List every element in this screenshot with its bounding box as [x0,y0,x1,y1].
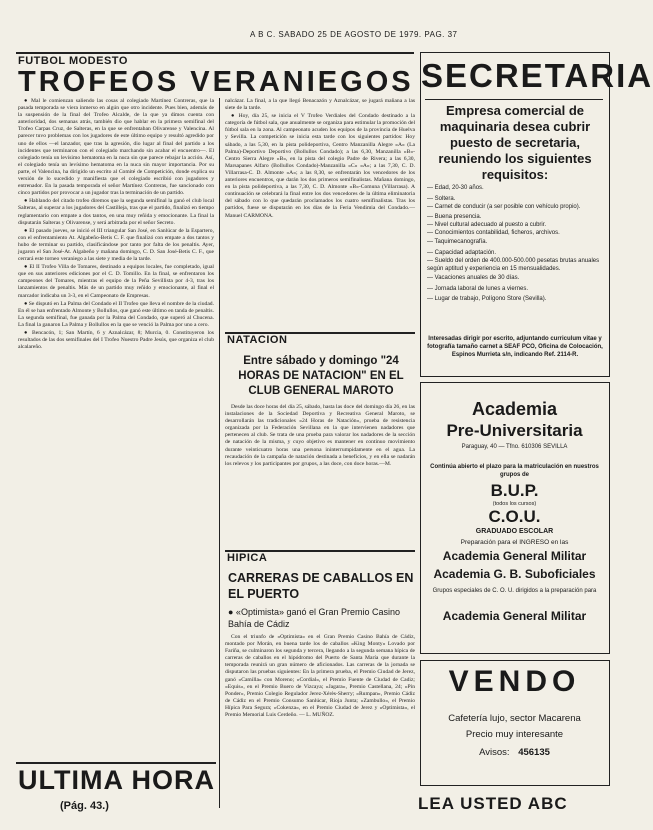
requirement-item: — Sueldo del orden de 400.000-500.000 pesetas brutas anuales según aptitud y experiencia en 15 mensualidades. [427,258,600,272]
section-futbol: FUTBOL MODESTO [18,55,128,67]
academia-bup: B.U.P. [490,481,539,500]
vendo-line-1: Cafetería lujo, sector Macarena [448,713,581,724]
secretaria-requirements [427,183,603,305]
section-natacion: NATACION [227,334,288,346]
paragraph: ● Mal le comienzan saliendo las cosas al colegiado Martínez Contreras, que la pasada temporada se viera inmerso en algún que otro incidente. Pues bien, además de la suspensión de la final del Trofeo Alcalde, de la que ya dimos cuenta con anterioridad, dos semanas atrás, también dio que hablar en la primera semifinal del Trofeo Carpas Cruz, de Salteras, en la que se enfrentaban Olivarense y Valencina. Al parecer tuvo problemas con los jugadores de este último equipo y resultó agredido por uno de ellos —el lanzador, que tras la agresión, dio lugar al final del partido a los incidentes que terminaron con el colegiado marchando sin acabar el encuentro—. El colegiado tenía un levísimo hematoma en la nuca sin que parece rebajar la acción. Así, el colegiado tenía un levísimo hematoma en la nuca sin mayor importancia. Por su parte, el Valencina, ha dirigido un escrito al Comité de Competición, donde explica su versión de lo sucedido y manifiesta que el colegiado escribió con jugadores y entrenador. En la pasada temporada el señor Martínez Contreras, fue sancionado con cinco partidos por provocar a un jugador tras la terminación de un partido. [18,98,214,197]
paragraph: ● Hoy, día 25, se inicia el V Trofeo Verdiales del Condado destinado a la categoría de fútbol sala, que anualmente se organiza para estimular la promoción del fútbol sala en la zona. Al campeonato acuden los equipos de la provincia de Huelva y Sevilla. La competición se inicia esta tarde con los siguientes partidos: Hoy sábado, a las 5,30, en la pista polideportiva, Centro Manzanilla Alegre «A» (La Palma)-Deportivo Deportivo (Bollullos Condado); a las 6,30, Manzanilla «B»-Centro Sierra Alegre «B», en la pista del colegio Padre de Rivera; a las 6,30, Marsapanes Alfaro (Bollullos Condado)-Manzanilla «C» «A»; a las 7,30, C. D. Villarrasa-C. D. Almonte «A»; a las 8,30, se enfrentarán los vencedores de los anteriores encuentros, que darán los dos primeros semifinalistas. Mañana domingo, en la pista polideportiva, a las 7,30, C. D. Almonte «B»-Comuna (Villarrasa). A continuación se celebrará la final entre los dos vencedores de la última eliminatoria del sábado con lo que quedarán proclamados los cuatro semifinalistas. Tras los partidos, fuese se disputarán en los días de la Feria Vendimia del Condado.—Manuel CARMONA. [225,113,415,219]
academia-bup-sub: (todos los cursos) [492,501,537,507]
paragraph: ● Hablando del citado trofeo diremos que la segunda semifinal la ganó el club local Salteras, al superar a los jugadores del Castilleja, tras que el partido, finalizó en tiempo reglamentario con empate a dos tantos, en una muy reñida y emocionante. La final la disputarán Salteras y Olivarense, y será arbitrada por el señor Secreto. [18,198,214,226]
natacion-body [225,404,415,534]
academia-graduado: GRADUADO ESCOLAR [475,528,554,535]
secretaria-title: SECRETARIA [421,57,653,94]
ad-secretaria [420,52,653,377]
requirement-item: — Soltera. [427,195,456,202]
secretaria-rule [425,99,603,100]
secretaria-lead: Empresa comercial de maquinaria desea cubrir puesto de secretaria, reuniendo los siguientes requisitos: [438,103,592,182]
vendo-title: VENDO [448,665,581,698]
headline-trofeos: TROFEOS VERANIEGOS [18,66,414,98]
requirement-item: — Jornada laboral de lunes a viernes. [427,285,529,292]
vendo-phone: 456135 [518,747,550,758]
requirement-item: — Carnet de conducir (a ser posible con vehículo propio). [427,204,581,210]
vendo-avisos-label: Avisos: [479,747,510,758]
requirement-item: — Nivel cultural adecuado al puesto a cubrir. [427,222,547,228]
secretaria-footer: Interesadas dirigir por escrito, adjuntando curriculum vitae y fotografía tamaño carnet a SEAF PCO, Oficina de Colocación, Espinos Murrieta s/n, indicando Ref. 2114-R. [427,336,603,358]
academia-address: Paraguay, 40 — Tfno. 610306 SEVILLA [461,444,568,450]
academia-cou: C.O.U. [488,507,541,526]
paragraph: ● El pasado jueves, se inició el III triangular San José, en Sanlúcar de la Espartero, con el enfrentamiento At. Algabeño-Betis C. F. que finalizó con empate a dos tantos y hubo de terminar su partido, clasificándose por tanto por falta de los penaltis. Ayer, jugaron el San José-At. Algabeño y mañana domingo, C. D. San José-Betis C. F., que cerrará este torneo veraniego a las siete y media de la tarde. [18,227,214,263]
paragraph: ● Se disputó en La Palma del Condado el II Trofeo que lleva el nombre de la ciudad. En él se han enfrentado Almonte y Bollullos, que ganó este último en tanda de penaltis. La segunda semifinal, fue ganada por la Palma del Condado, que superó al Chucena. La final la ganaron La Palma y Bollullos en la que se venció la Palma por uno a cero. [18,300,214,328]
hipica-body [225,634,415,810]
headline-hipica: CARRERAS DE CABALLOS EN EL PUERTO [228,571,414,601]
subhead-hipica: ● «Optimista» ganó el Gran Premio Casino Bahía de Cádiz [228,607,401,629]
paragraph: ● Bencacón, 1; San Martín, 6 y Aznalcázar, 8; Murcia, 0. Constituyeron los resultados de las dos semifinales del I Trofeo Nuestro Padre Jesús, que organiza el club alcalareño. [18,330,214,351]
paragraph: Desde las doce horas del día 25, sábado, hasta las doce del domingo día 26, en las instalaciones de la Sociedad Deportiva y Recreativa General Maroto, se desarrollarán las tradicionales «24 Horas de Natación», prueba de resistencia organizada por la Federación Sevillana en la que intervienen nadadores que pertenecen al club. Se trata de una prueba para valorar los nadadores de la sección de natación de la misma, y cuyo objetivo es mantener en continuo movimiento durante veinticuatro horas una persona ininterrumpidamente en el agua. La recaudación de la campaña de natación destinada a beneficios, y en ella se nadarán los relevos y los participantes por grupos, a las doce, con doce horas.—M. [225,404,415,467]
academia-militar-2: Academia G. B. Suboficiales [433,567,596,581]
requirement-item: — Capacidad adaptación. [427,249,497,256]
requirement-item: — Taquimecanografía. [427,239,488,245]
headline-natacion: Entre sábado y domingo "24 HORAS DE NATACION" EN EL CLUB GENERAL MAROTO [238,355,404,397]
column-divider [219,98,220,808]
paragraph: nalcázar. La final, a la que llegó Benacazón y Aznalcázar, se jugará mañana a las siete de la tarde. [225,98,415,112]
academia-militar-3: Academia General Militar [442,609,587,623]
academia-title-2: Pre-Universitaria [446,421,583,440]
paragraph: Con el triunfo de «Optimista» en el Gran Premio Casino Bahía de Cádiz, montado por Morán, en buena tarde los de caballos «King Monty» Lovado por Fariña, se culminaron los segunda y tercera, llegando a la segunda semana hípica de carreras de caballos en el hipódromo del Puerto de Santa María que durante la temporada reunirá un gran número de aficionados. Las carreras de la jornada se disputaron las pruebas siguientes: En la primera prueba, el Premio Ciudad de Jerez, ganó «Camilla» con Moreno; «Cordial», el Premio Fuente de Ciudad de Cadiz; «Equis», en el Premio Buero de Vizcaya; «Jagara», Premio Castellana, 24; «Pin Ponder», Premio Colegio Regulador Jerez-Xérès-Sherry; «Rumpan», Premio Cádiz de Cádiz en el Premio Consumo Sanlúcar, Rioja Junta; «Zambullo», el Premio Hípica Para Segura; «Cokenza», en el Premio Ciudad de Jerez y «Optimista», el Premio Memorial Luis Cerdeño. — L. MUÑOZ. [225,634,415,719]
futbol-column-1 [18,98,214,758]
requirement-item: — Buena presencia. [427,213,482,220]
page-header: A B C. SABADO 25 DE AGOSTO DE 1979. PAG. 37 [250,30,458,39]
paragraph: ● El II Trofeo Villa de Tomares, destinado a equipos locales, fue completado, igual que en sus anteriores ediciones por el C. D. Tomillo. En la final, se enfrentaron los campeones del Tomares, mientras el equipo de la Peña Sevillista por 4-3, tras los lanzamientos de penaltis. Más de un partido muy reñido y emocionante, al final el marcador indicaba un 3-3, en el Campeonato de Empresas. [18,264,214,299]
academia-title-1: Academia [471,399,558,419]
ultima-page-ref: (Pág. 43.) [60,800,109,812]
ad-academia [420,382,610,654]
top-rule-left [16,52,414,54]
futbol-column-2 [225,98,415,330]
ad-vendo [420,660,610,786]
headline-ultima-hora: ULTIMA HORA [18,765,215,795]
vendo-line-2: Precio muy interesante [465,729,564,740]
rule-ultima [16,762,216,764]
vendo-avisos [421,747,608,758]
academia-notice: Continúa abierto el plazo para la matriculación en nuestros grupos de [430,464,599,478]
requirement-item: — Edad, 20-30 años. [427,185,484,191]
academia-grupos: Grupos especiales de C. O. U. dirigidos a la preparación para [432,588,597,594]
requirement-item: — Vacaciones anuales de 30 días. [427,275,520,281]
academia-prep: Preparación para el INGRESO en las [460,539,569,546]
promo-lea-usted-abc: LEA USTED ABC [418,794,568,813]
requirement-item: — Lugar de trabajo, Polígono Store (Sevilla). [427,296,547,302]
academia-militar-1: Academia General Militar [442,549,587,563]
section-hipica: HIPICA [227,552,268,564]
requirement-item: — Conocimientos contabilidad, ficheros, archivos. [427,229,560,236]
